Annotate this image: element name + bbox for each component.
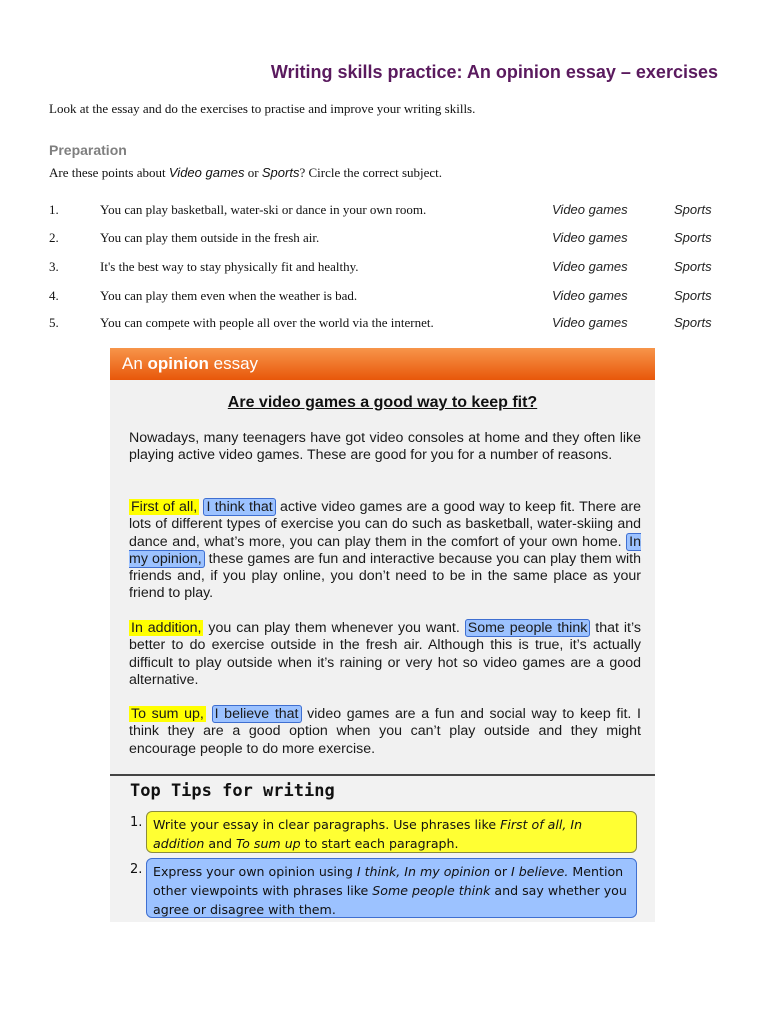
tip-text: and — [204, 836, 237, 851]
tip-number: 2. — [130, 862, 143, 877]
essay-title: Are video games a good way to keep fit? — [227, 394, 538, 411]
tip-phrase: I think, In my opinion — [356, 864, 491, 879]
essay-paragraph-1: Nowadays, many teenagers have got video consoles at home and they often like playing active video games. These are good for you for a number of reasons. — [129, 430, 641, 464]
question-number: 5. — [49, 315, 59, 330]
tip-text: Write your essay in clear paragraphs. Use phrases like — [153, 817, 501, 832]
question-row — [49, 288, 729, 306]
essay-banner-label — [122, 354, 258, 374]
question-row — [49, 259, 729, 277]
paragraph-text: that it’s better to do exercise outside in the fresh air. Although this is true, it’s actually difficult to play outside when it’s raining or very hot so video games are a good alternative. — [129, 620, 641, 688]
highlight-to-sum-up: To sum up, — [131, 706, 204, 722]
preparation-instruction — [49, 165, 442, 181]
paragraph-text: you can play them whenever you want. — [203, 620, 465, 636]
tip-text: and say whether you agree or disagree with them. — [153, 883, 627, 917]
tip-text: Mention other viewpoints with phrases like — [153, 864, 624, 898]
banner-post: essay — [208, 354, 259, 373]
question-row — [49, 315, 729, 333]
question-row — [49, 230, 729, 248]
essay-panel — [110, 348, 655, 774]
tip-2-box — [146, 858, 637, 918]
option-sports[interactable]: Sports — [674, 315, 712, 330]
highlight-in-addition: In addition, — [131, 620, 202, 636]
essay-paragraph-3 — [129, 620, 641, 689]
tips-heading: Top Tips for writing — [130, 781, 335, 801]
paragraph-text: active video games are a good way to keep fit. There are lots of different types of exercise you can do such as basketball, water-skiing and dance and, what’s more, you can play them in the comfort of your own home. — [129, 499, 642, 550]
instruction-or: or — [244, 165, 262, 180]
essay-banner — [110, 348, 655, 380]
tip-1-box — [146, 811, 637, 853]
question-number: 2. — [49, 230, 59, 245]
option-video-games[interactable]: Video games — [552, 315, 628, 330]
option-video-games[interactable]: Video games — [552, 288, 628, 303]
highlight-i-believe-that: I believe that — [212, 705, 302, 723]
tip-text: to start each paragraph. — [300, 836, 459, 851]
tip-phrase: I believe. — [511, 864, 569, 879]
highlight-in-my-opinion: In my opinion, — [129, 533, 641, 567]
tip-text: Express your own opinion using — [153, 864, 357, 879]
question-text: It's the best way to stay physically fit and healthy. — [100, 259, 359, 274]
tip-number: 1. — [130, 815, 143, 830]
question-row — [49, 202, 729, 220]
essay-paragraph-4 — [129, 706, 641, 758]
highlight-i-think-that: I think that — [203, 498, 275, 516]
option-video-games[interactable]: Video games — [552, 259, 628, 274]
paragraph-text: video games are a fun and social way to keep fit. I think they are a good option when you can’t play outside and they might encourage people to do more exercise. — [129, 706, 641, 757]
instruction-pre: Are these points about — [49, 165, 169, 180]
banner-pre: An — [122, 354, 148, 373]
instruction-option-2: Sports — [261, 165, 300, 180]
option-sports[interactable]: Sports — [674, 259, 712, 274]
tip-phrase: To sum up — [236, 836, 301, 851]
question-text: You can play them even when the weather is bad. — [100, 288, 358, 303]
tip-text: or — [490, 864, 511, 879]
tip-phrase: Some people think — [372, 883, 491, 898]
highlight-some-people-think: Some people think — [465, 619, 591, 637]
question-number: 1. — [49, 202, 59, 217]
question-text: You can compete with people all over the world via the internet. — [100, 315, 434, 330]
paragraph-text: these games are fun and interactive because you can play them with friends and, if you play online, you don’t need to be in the same place as your friend to play. — [129, 550, 641, 602]
tip-phrase: First of all, In addition — [153, 817, 583, 851]
question-number: 4. — [49, 288, 59, 303]
page-title: Writing skills practice: An opinion essay – exercises — [270, 62, 718, 82]
option-video-games[interactable]: Video games — [552, 230, 628, 245]
question-text: You can play them outside in the fresh air. — [100, 230, 320, 245]
option-video-games[interactable]: Video games — [552, 202, 628, 217]
option-sports[interactable]: Sports — [674, 202, 712, 217]
top-tips-panel — [110, 776, 655, 922]
option-sports[interactable]: Sports — [674, 288, 712, 303]
question-number: 3. — [49, 259, 59, 274]
instruction-option-1: Video games — [168, 165, 245, 180]
option-sports[interactable]: Sports — [674, 230, 712, 245]
highlight-first-of-all: First of all, — [131, 499, 198, 515]
essay-paragraph-2 — [129, 499, 641, 603]
intro-text: Look at the essay and do the exercises to practise and improve your writing skills. — [49, 101, 476, 116]
instruction-post: ? Circle the correct subject. — [299, 165, 443, 180]
question-text: You can play basketball, water-ski or dance in your own room. — [100, 202, 427, 217]
banner-bold: opinion — [147, 354, 209, 373]
preparation-heading: Preparation — [49, 142, 127, 158]
